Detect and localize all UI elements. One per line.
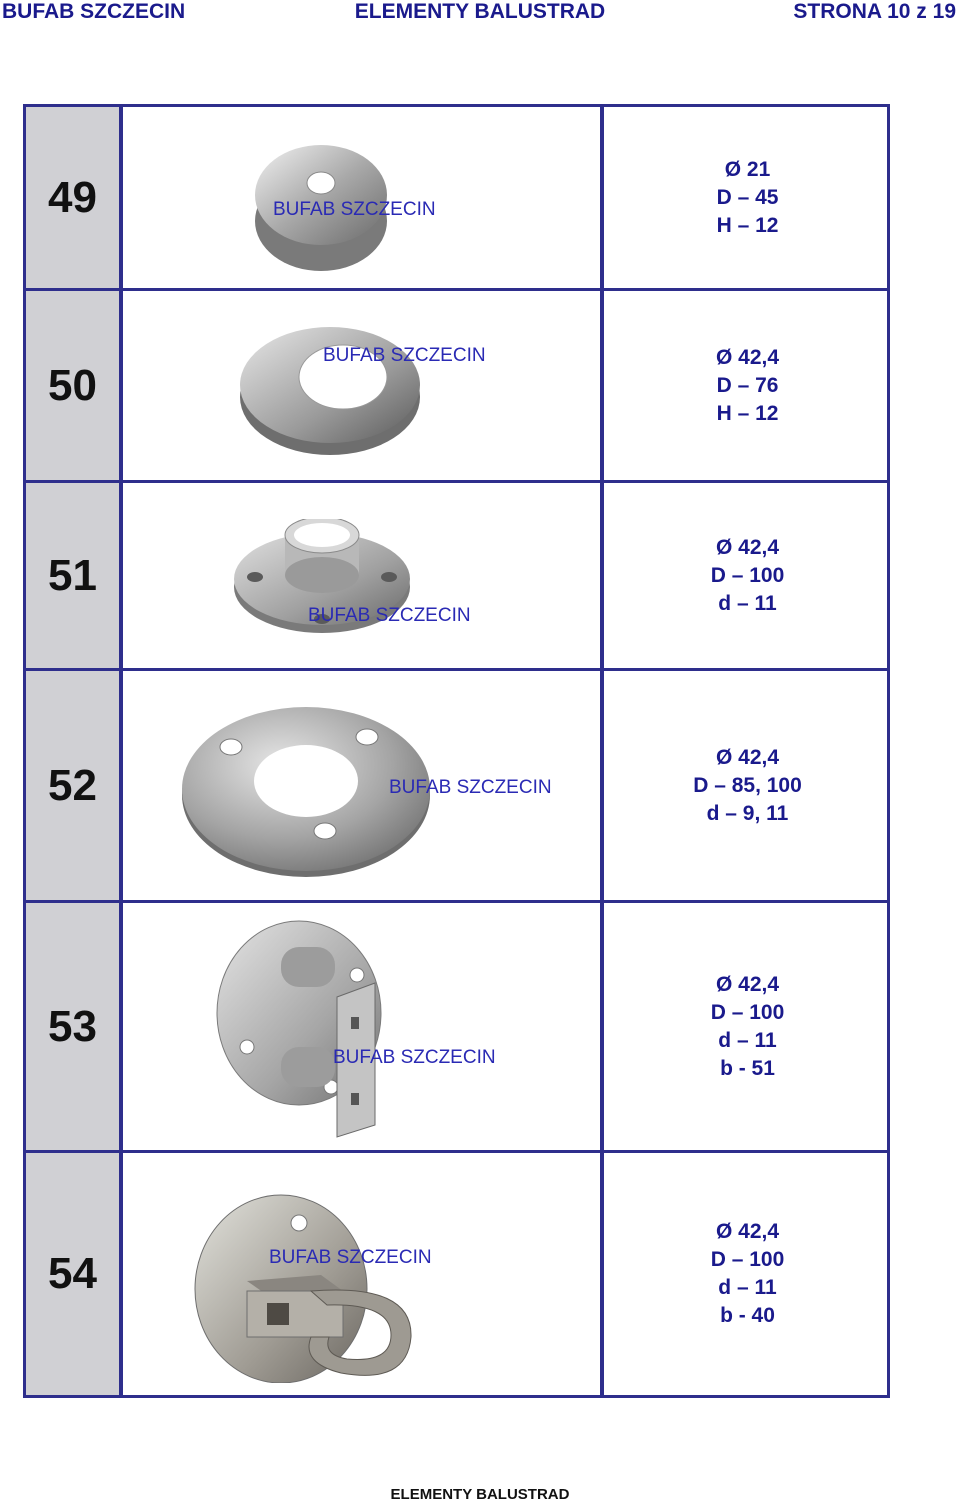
header-page-number: STRONA 10 z 19 — [793, 0, 956, 23]
product-specs-cell — [608, 671, 887, 900]
product-number-cell — [26, 903, 123, 1150]
spec-line: b - 51 — [720, 1056, 775, 1080]
watermark: BUFAB SZCZECIN — [269, 1247, 432, 1268]
wall-mount-ring-holder-image — [191, 1187, 421, 1383]
spec-line: Ø 21 — [724, 157, 771, 181]
spec-line: b - 40 — [720, 1304, 775, 1327]
product-number: 50 — [48, 360, 97, 410]
product-number: 54 — [48, 1249, 97, 1298]
product-number: 49 — [48, 172, 97, 222]
watermark: BUFAB SZCZECIN — [308, 605, 471, 626]
spec-line: d – 11 — [718, 1276, 777, 1299]
header-company: BUFAB SZCZECIN — [2, 0, 186, 23]
product-image-cell — [127, 291, 604, 480]
spec-line: H – 12 — [716, 401, 779, 425]
product-specs — [608, 344, 887, 428]
product-row-49 — [26, 107, 887, 291]
spec-line: D – 85, 100 — [693, 773, 802, 797]
product-specs — [608, 971, 887, 1083]
product-row-50 — [26, 291, 887, 483]
watermark: BUFAB SZCZECIN — [333, 1047, 496, 1068]
header-title: ELEMENTY BALUSTRAD — [354, 0, 606, 23]
spec-line: H – 12 — [716, 213, 779, 237]
product-specs-cell — [608, 483, 887, 668]
product-table — [23, 104, 890, 1398]
product-number-cell — [26, 107, 123, 288]
product-specs-cell — [608, 1153, 887, 1395]
product-row-53 — [26, 903, 887, 1153]
spec-line: d – 11 — [718, 591, 777, 615]
product-number-cell — [26, 483, 123, 668]
spec-line: D – 100 — [710, 1248, 785, 1271]
product-specs — [608, 744, 887, 828]
spec-line: D – 100 — [710, 563, 785, 587]
product-image-cell — [127, 671, 604, 900]
product-number: 51 — [48, 550, 97, 600]
product-image-cell — [127, 1153, 604, 1395]
product-row-52 — [26, 671, 887, 903]
spec-line: D – 100 — [710, 1000, 785, 1024]
product-number-cell — [26, 291, 123, 480]
product-specs — [608, 1218, 887, 1330]
spec-line: Ø 42,4 — [715, 1220, 780, 1243]
spec-line: D – 45 — [716, 185, 779, 209]
product-image-cell — [127, 903, 604, 1150]
wall-mount-bracket-plate-image — [207, 917, 397, 1143]
spec-line: Ø 42,4 — [715, 535, 780, 559]
spec-line: D – 76 — [716, 373, 779, 397]
spec-line: Ø 42,4 — [715, 972, 780, 996]
watermark: BUFAB SZCZECIN — [323, 345, 486, 366]
watermark: BUFAB SZCZECIN — [273, 199, 436, 220]
product-specs-cell — [608, 107, 887, 288]
product-specs — [608, 156, 887, 240]
ring-cover-image — [231, 313, 429, 463]
product-number: 52 — [48, 760, 97, 810]
spec-line: d – 9, 11 — [706, 801, 789, 825]
footer-title: ELEMENTY BALUSTRAD — [390, 1486, 570, 1503]
product-specs-cell — [608, 903, 887, 1150]
watermark: BUFAB SZCZECIN — [389, 777, 552, 798]
product-number: 53 — [48, 1001, 97, 1051]
product-image-cell — [127, 483, 604, 668]
product-number-cell — [26, 671, 123, 900]
product-specs — [608, 534, 887, 618]
product-row-51 — [26, 483, 887, 671]
spec-line: Ø 42,4 — [715, 345, 780, 369]
product-specs-cell — [608, 291, 887, 480]
product-image-cell — [127, 107, 604, 288]
spec-line: d – 11 — [718, 1028, 777, 1052]
product-number-cell — [26, 1153, 123, 1395]
product-row-54 — [26, 1153, 887, 1395]
spec-line: Ø 42,4 — [715, 745, 780, 769]
